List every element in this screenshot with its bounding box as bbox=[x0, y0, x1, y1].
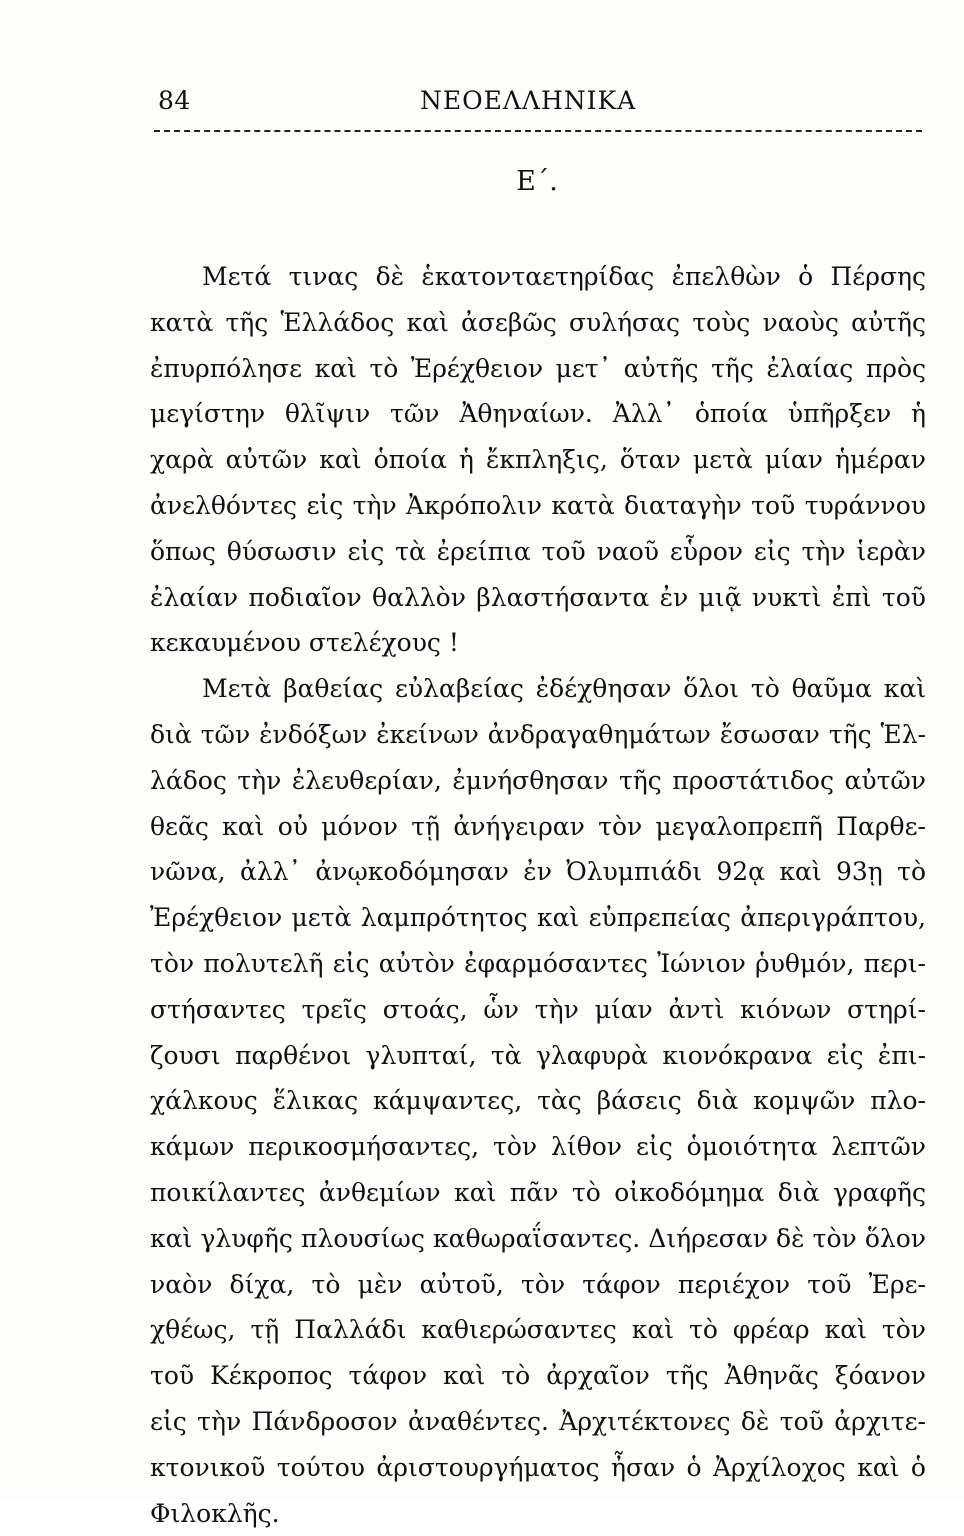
section-heading: Ε΄. bbox=[516, 166, 558, 197]
text-line: Μετὰ βαθείας εὐλαβείας ἐδέχθησαν ὅλοι τὸ θαῦμα καὶ bbox=[202, 674, 926, 704]
text-line: χαρὰ αὐτῶν καὶ ὁποία ἡ ἔκπληξις, ὅταν μετὰ μίαν ἡμέραν bbox=[150, 445, 926, 475]
page-header bbox=[158, 86, 920, 126]
text-line: κατὰ τῆς Ἑλλάδος καὶ ἀσεβῶς συλήσας τοὺς ναοὺς αὐτῆς bbox=[150, 307, 926, 337]
text-line: τοῦ Κέκροπος τάφον καὶ τὸ ἀρχαῖον τῆς Ἀθηνᾶς ξόανον bbox=[150, 1361, 926, 1391]
text-line: ὅπως θύσωσιν εἰς τὰ ἐρείπια τοῦ ναοῦ εὗρον εἰς τὴν ἱερὰν bbox=[150, 536, 926, 566]
text-line: κτονικοῦ τούτου ἀριστουργήματος ἦσαν ὁ Ἀρχίλοχος καὶ ὁ bbox=[150, 1452, 926, 1482]
header-divider bbox=[154, 130, 922, 132]
page-number: 84 bbox=[158, 86, 191, 115]
text-line: κάμων περικοσμήσαντες, τὸν λίθον εἰς ὁμοιότητα λεπτῶν bbox=[150, 1132, 926, 1162]
text-line: στήσαντες τρεῖς στοάς, ὧν τὴν μίαν ἀντὶ κιόνων στηρί- bbox=[150, 994, 926, 1024]
text-line: κεκαυμένου στελέχους ! bbox=[150, 628, 459, 658]
text-line: χθέως, τῇ Παλλάδι καθιερώσαντες καὶ τὸ φρέαρ καὶ τὸν bbox=[150, 1315, 926, 1345]
text-line: Μετά τινας δὲ ἑκατονταετηρίδας ἐπελθὼν ὁ Πέρσης bbox=[202, 262, 926, 291]
body-text bbox=[150, 254, 926, 1536]
text-line: διὰ τῶν ἐνδόξων ἐκείνων ἀνδραγαθημάτων ἔσωσαν τῆς Ἑλ- bbox=[150, 719, 926, 749]
text-line: τὸν πολυτελῆ εἰς αὐτὸν ἐφαρμόσαντες Ἰώνιον ῥυθμόν, περι- bbox=[150, 948, 926, 978]
text-line: ποικίλαντες ἀνθεμίων καὶ πᾶν τὸ οἰκοδόμημα διὰ γραφῆς bbox=[150, 1177, 926, 1207]
text-line: Φιλοκλῆς. bbox=[150, 1498, 280, 1528]
text-line: Ἐρέχθειον μετὰ λαμπρότητος καὶ εὐπρεπείας ἀπεριγράπτου, bbox=[150, 903, 926, 933]
text-line: λάδος τὴν ἐλευθερίαν, ἐμνήσθησαν τῆς προστάτιδος αὐτῶν bbox=[150, 765, 926, 795]
text-line: ζουσι παρθένοι γλυπταί, τὰ γλαφυρὰ κιονόκρανα εἰς ἐπι- bbox=[150, 1040, 926, 1070]
text-line: μεγίστην θλῖψιν τῶν Ἀθηναίων. Ἀλλ᾽ ὁποία ὑπῆρξεν ἡ bbox=[150, 399, 926, 429]
running-title: ΝΕΟΕΛΛΗΝΙΚΑ bbox=[420, 86, 637, 115]
text-line: χάλκους ἕλικας κάμψαντες, τὰς βάσεις διὰ κομψῶν πλο- bbox=[150, 1086, 926, 1116]
text-line: νῶνα, ἀλλ᾽ ἀνῳκοδόμησαν ἐν Ὀλυμπιάδι 92ᾳ καὶ 93ῃ τὸ bbox=[150, 857, 926, 887]
text-line: καὶ γλυφῆς πλουσίως καθωραΐσαντες. Διήρεσαν δὲ τὸν ὅλον bbox=[150, 1223, 926, 1253]
text-line: ἀνελθόντες εἰς τὴν Ἀκρόπολιν κατὰ διαταγὴν τοῦ τυράννου bbox=[150, 490, 926, 520]
text-line: ἐλαίαν ποδιαῖον θαλλὸν βλαστήσαντα ἐν μιᾷ νυκτὶ ἐπὶ τοῦ bbox=[150, 582, 926, 612]
text-line: θεᾶς καὶ οὐ μόνον τῇ ἀνήγειραν τὸν μεγαλοπρεπῆ Παρθε- bbox=[150, 811, 926, 841]
text-line: ἐπυρπόλησε καὶ τὸ Ἐρέχθειον μετ᾽ αὐτῆς τῆς ἐλαίας πρὸς bbox=[150, 353, 926, 383]
text-line: ναὸν δίχα, τὸ μὲν αὐτοῦ, τὸν τάφον περιέχον τοῦ Ἐρε- bbox=[150, 1269, 926, 1299]
text-line: εἰς τὴν Πάνδροσον ἀναθέντες. Ἀρχιτέκτονες δὲ τοῦ ἀρχιτε- bbox=[150, 1406, 926, 1436]
